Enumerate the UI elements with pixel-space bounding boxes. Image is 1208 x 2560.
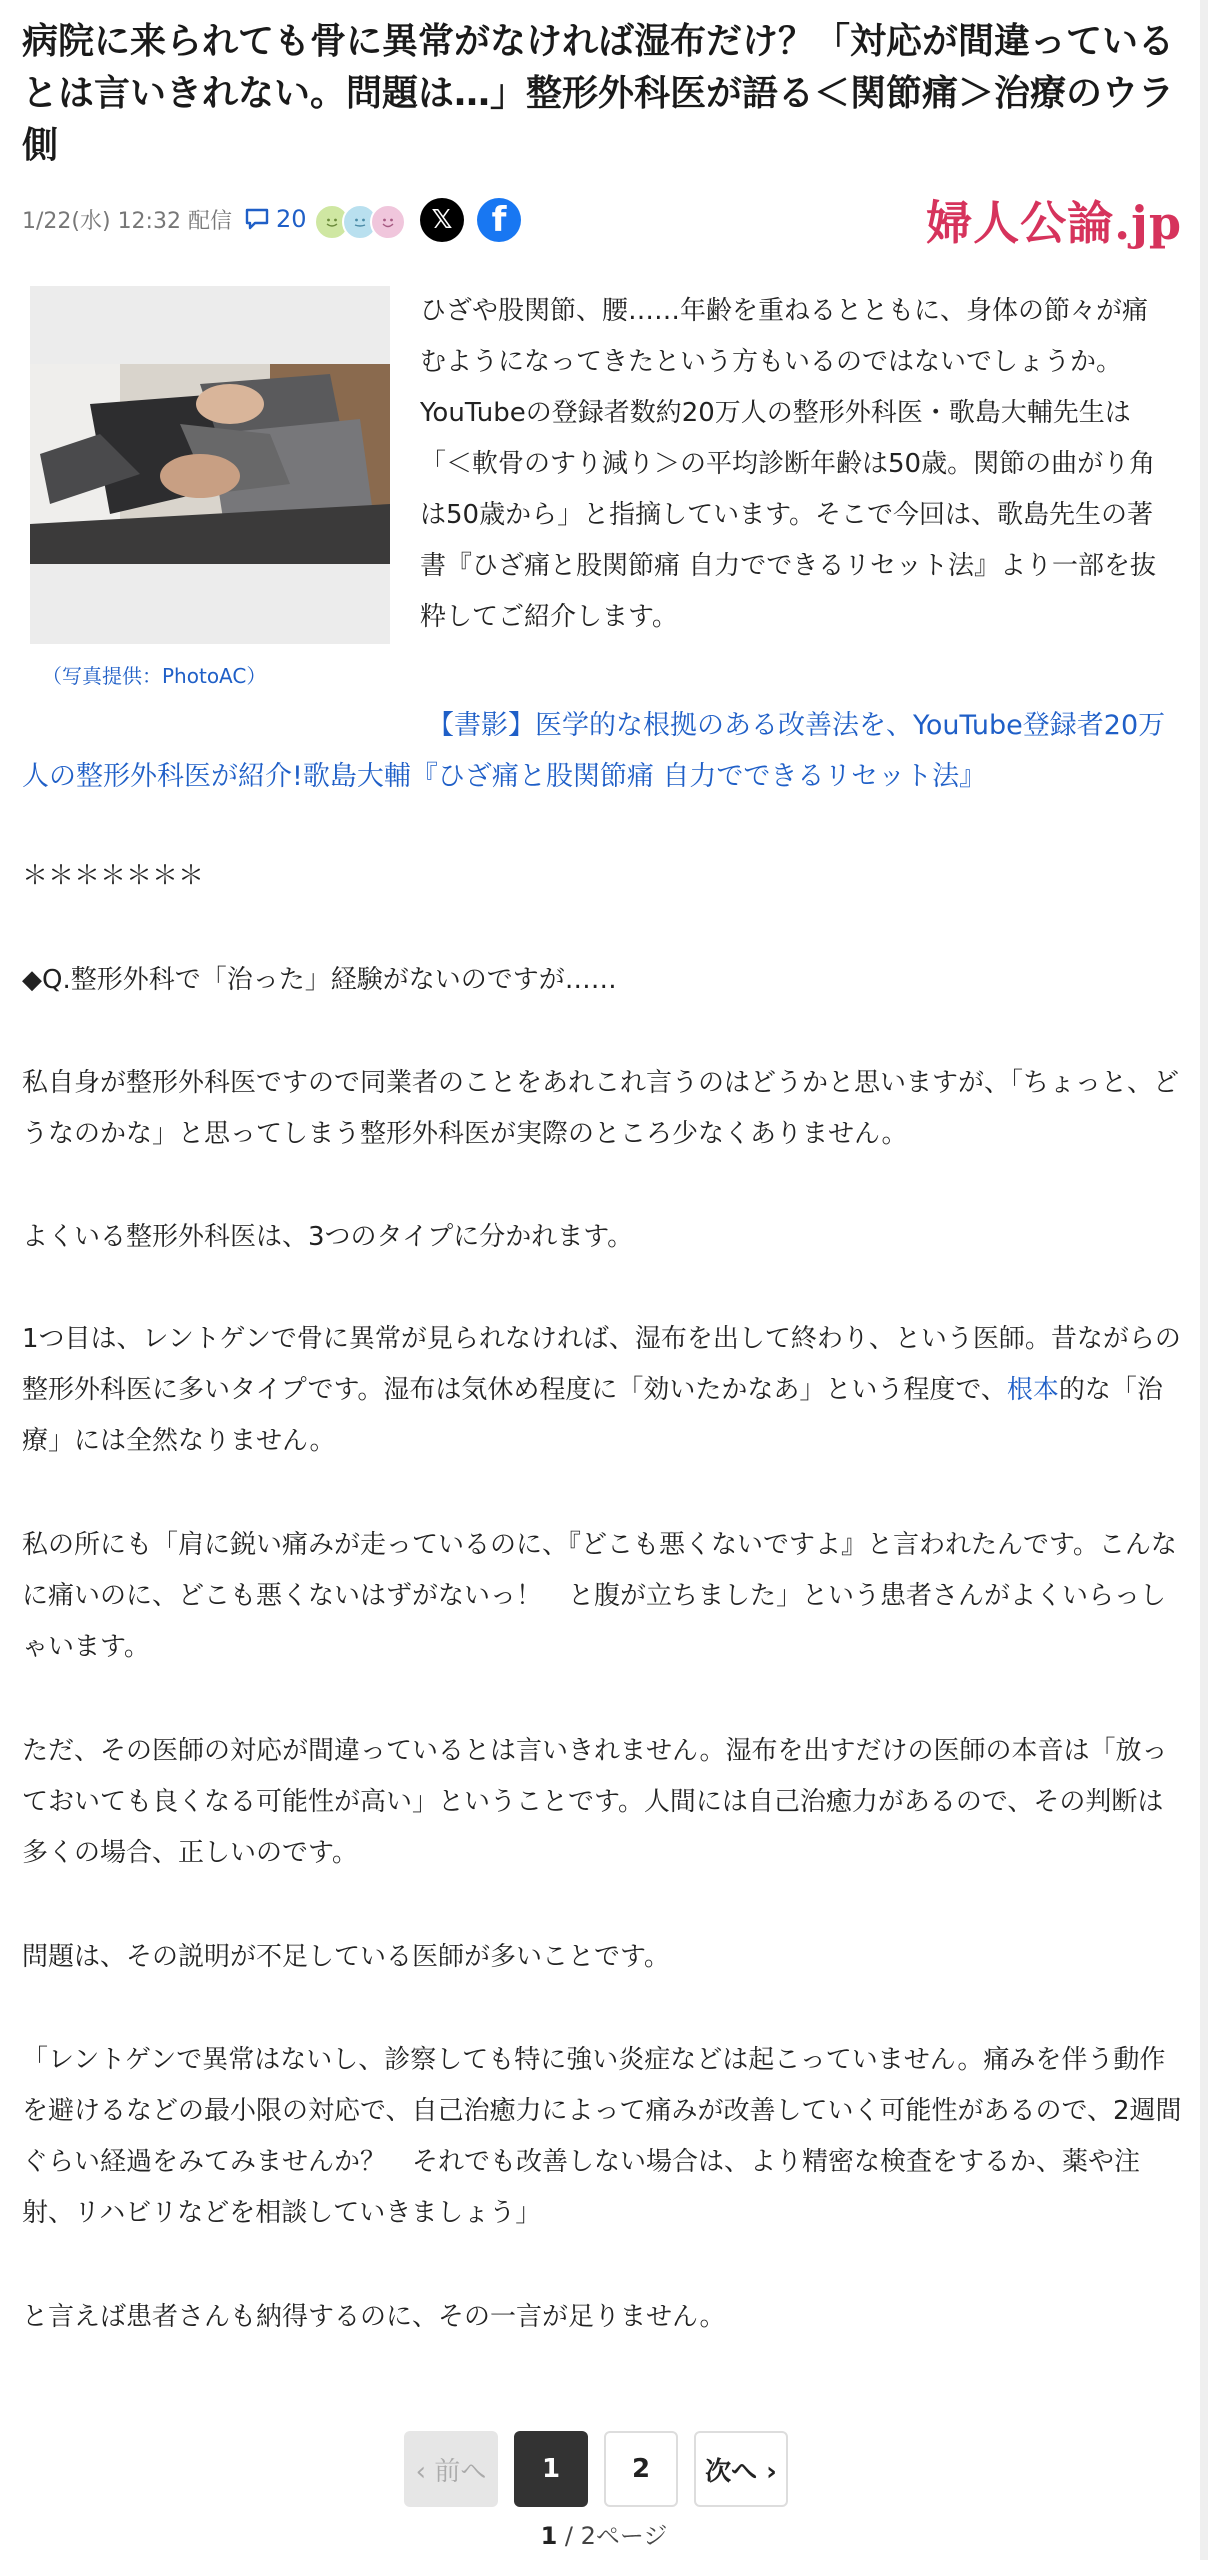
next-page-button[interactable]: 次へ › (694, 2431, 788, 2507)
separator-text: ＊＊＊＊＊＊＊ (22, 861, 205, 891)
prev-page-button: ‹ 前へ (404, 2431, 498, 2507)
comments-link[interactable] (244, 202, 307, 236)
book-cover-link[interactable]: 【書影】医学的な根拠のある改善法を、YouTube登録者20万人の整形外科医が紹介!歌島大輔『ひざ痛と股関節痛 自力でできるリセット法』 (22, 710, 1166, 792)
publisher-logo[interactable]: 婦人公論.jp (926, 196, 1182, 250)
knee-pain-photo (30, 364, 390, 564)
page-1-button[interactable]: 1 (514, 2431, 588, 2507)
paragraph-1: 私自身が整形外科医ですので同業者のことをあれこれ言うのはどうかと思いますが、「ちょっと、どうなのかな」と思ってしまう整形外科医が実際のところ少なくありません。 (22, 1068, 1180, 1149)
current-page-number: 1 (540, 2522, 558, 2550)
question-heading: ◆Q.整形外科で「治った」経験がないのですが…… (22, 965, 617, 995)
paragraph-4: 私の所にも「肩に鋭い痛みが走っているのに、『どこも悪くないですよ』と言われたんです。こんなに痛いのに、どこも悪くないはずがないっ！ と腹が立ちました」という患者さんがよくいらっしゃいます。 (22, 1530, 1177, 1662)
article-photo[interactable] (30, 286, 390, 644)
photo-caption: （写真提供：PhotoAC） (42, 664, 267, 688)
happy-face-icon (370, 204, 406, 240)
paragraph-8: と言えば患者さんも納得するのに、その一言が足りません。 (22, 2302, 726, 2332)
inline-link-konpon[interactable]: 根本 (1006, 1375, 1059, 1405)
publish-date: 1/22(水) 12:32 配信 (22, 209, 232, 234)
scrollbar-track[interactable] (1200, 0, 1208, 2560)
article-meta (22, 190, 1182, 250)
x-logo-icon: 𝕏 (431, 205, 453, 235)
share-x-button[interactable] (420, 198, 464, 242)
share-facebook-button[interactable] (477, 198, 521, 242)
article-title: 病院に来られても骨に異常がなければ湿布だけ？「対応が間違っているとは言いきれない。問題は…」整形外科医が語る＜関節痛＞治療のウラ側 (22, 21, 1175, 166)
page-count (0, 2516, 1208, 2551)
reaction-faces[interactable] (314, 204, 398, 238)
comment-count: 20 (276, 205, 307, 233)
paragraph-2: よくいる整形外科医は、3つのタイプに分かれます。 (22, 1222, 634, 1252)
paragraph-3-text-a: 1つ目は、レントゲンで骨に異常が見られなければ、湿布を出して終わり、という医師。昔ながらの整形外科医に多いタイプです。湿布は気休め程度に「効いたかなあ」という程度で、 (22, 1324, 1181, 1405)
paragraph-7: 「レントゲンで異常はないし、診察しても特に強い炎症などは起こっていません。痛みを伴う動作を避けるなどの最小限の対応で、自己治癒力によって痛みが改善していく可能性があるので、2週間ぐらい経過をみてみませんか？ それでも改善しない場合は、より精密な検査をするか、薬や注射、リハビリなどを相談していきましょう」 (22, 2045, 1182, 2228)
total-pages-label: / 2ページ (557, 2522, 668, 2550)
lead-paragraph: ひざや股関節、腰……年齢を重ねるとともに、身体の節々が痛むようになってきたという方もいるのではないでしょうか。YouTubeの登録者数約20万人の整形外科医・歌島大輔先生は「＜軟骨のすり減り＞の平均診断年齢は50歳。関節の曲がり角は50歳から」と指摘しています。そこで今回は、歌島先生の著書『ひざ痛と股関節痛 自力でできるリセット法』より一部を抜粋してご紹介します。 (420, 296, 1157, 632)
paragraph-5: ただ、その医師の対応が間違っているとは言いきれません。湿布を出すだけの医師の本音は「放っておいても良くなる可能性が高い」ということです。人間には自己治癒力があるので、その判断は多くの場合、正しいのです。 (22, 1736, 1168, 1868)
paragraph-3-text-b: 的な「治療」には全然なりません。 (22, 1375, 1163, 1456)
paragraph-3 (22, 1314, 1182, 1467)
facebook-logo-icon: f (491, 200, 507, 240)
comment-bubble-icon (244, 207, 270, 231)
paragraph-6: 問題は、その説明が不足している医師が多いことです。 (22, 1942, 670, 1972)
page-2-button[interactable]: 2 (604, 2431, 678, 2507)
